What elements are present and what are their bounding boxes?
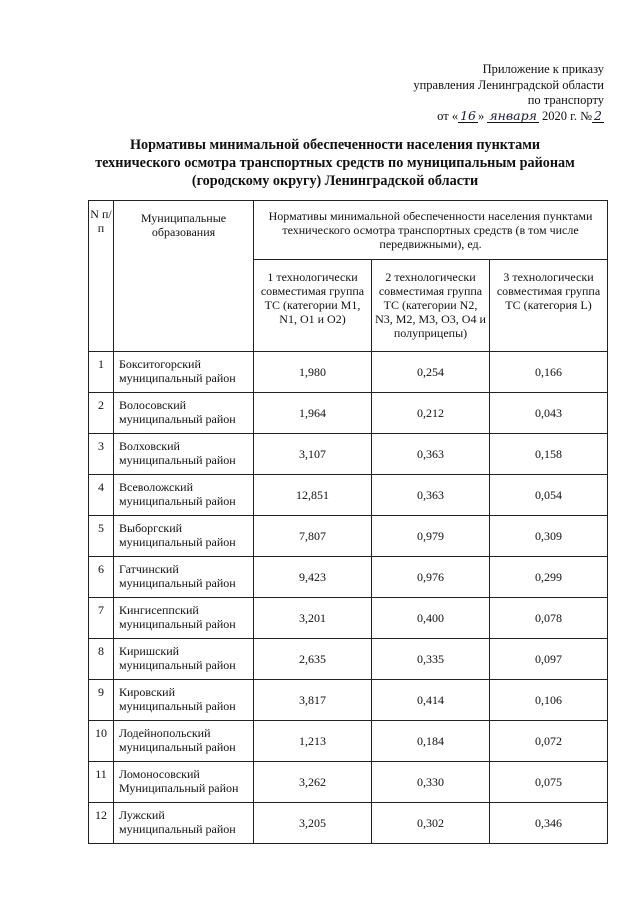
- table-row: [89, 680, 608, 721]
- row-value-group-2: 0,363: [372, 475, 490, 516]
- row-municipality: Кингисеппский муниципальный район: [114, 598, 254, 639]
- row-value-group-2: 0,184: [372, 721, 490, 762]
- header-norms: Нормативы минимальной обеспеченности населения пунктами технического осмотра транспортных средств (в том числе передвижными), ед.: [254, 201, 608, 260]
- row-number: 5: [89, 516, 114, 557]
- row-number: 12: [89, 803, 114, 844]
- row-value-group-2: 0,363: [372, 434, 490, 475]
- table-row: [89, 721, 608, 762]
- row-municipality: Кировский муниципальный район: [114, 680, 254, 721]
- document-title: Нормативы минимальной обеспеченности населения пунктами технического осмотра транспортных средств по муниципальным районам (городскому округу) Ленинградской области: [95, 137, 575, 189]
- header-group-3: 3 технологически совместимая группа ТС (категория L): [490, 260, 608, 352]
- row-value-group-3: 0,299: [490, 557, 608, 598]
- row-municipality: Бокситогорский муниципальный район: [114, 352, 254, 393]
- row-value-group-2: 0,414: [372, 680, 490, 721]
- table-row: [89, 352, 608, 393]
- header-number: N п/п: [89, 201, 114, 352]
- row-municipality: Лодейнопольский муниципальный район: [114, 721, 254, 762]
- row-number: 8: [89, 639, 114, 680]
- row-municipality: Всеволожский муниципальный район: [114, 475, 254, 516]
- row-municipality: Волховский муниципальный район: [114, 434, 254, 475]
- row-value-group-1: 1,980: [254, 352, 372, 393]
- table-row: [89, 434, 608, 475]
- row-value-group-3: 0,075: [490, 762, 608, 803]
- row-number: 1: [89, 352, 114, 393]
- header-group-2: 2 технологически совместимая группа ТС (категории N2, N3, M2, M3, O3, O4 и полуприцепы): [372, 260, 490, 352]
- appendix-line-3: по транспорту: [527, 93, 604, 107]
- row-value-group-3: 0,158: [490, 434, 608, 475]
- table-row: [89, 803, 608, 844]
- row-value-group-3: 0,072: [490, 721, 608, 762]
- row-number: 6: [89, 557, 114, 598]
- table-row: [89, 639, 608, 680]
- row-number: 9: [89, 680, 114, 721]
- table-body: [89, 352, 608, 844]
- row-value-group-3: 0,106: [490, 680, 608, 721]
- row-value-group-3: 0,097: [490, 639, 608, 680]
- row-value-group-2: 0,212: [372, 393, 490, 434]
- table-row: [89, 762, 608, 803]
- row-municipality: Гатчинский муниципальный район: [114, 557, 254, 598]
- date-prefix: от «: [437, 108, 459, 123]
- row-number: 7: [89, 598, 114, 639]
- row-value-group-2: 0,979: [372, 516, 490, 557]
- norms-table: [88, 200, 608, 844]
- row-value-group-3: 0,043: [490, 393, 608, 434]
- date-day: 16: [460, 107, 476, 123]
- row-municipality: Волосовский муниципальный район: [114, 393, 254, 434]
- row-value-group-2: 0,254: [372, 352, 490, 393]
- row-value-group-1: 3,262: [254, 762, 372, 803]
- row-municipality: Лужский муниципальный район: [114, 803, 254, 844]
- row-value-group-1: 1,213: [254, 721, 372, 762]
- row-value-group-1: 12,851: [254, 475, 372, 516]
- order-number: 2: [594, 107, 602, 123]
- row-value-group-3: 0,166: [490, 352, 608, 393]
- row-value-group-1: 3,205: [254, 803, 372, 844]
- number-prefix: №: [580, 108, 593, 123]
- row-value-group-2: 0,330: [372, 762, 490, 803]
- row-number: 4: [89, 475, 114, 516]
- appendix-note: [360, 62, 604, 124]
- row-number: 3: [89, 434, 114, 475]
- table-row: [89, 516, 608, 557]
- row-value-group-1: 2,635: [254, 639, 372, 680]
- appendix-line-1: Приложение к приказу: [482, 62, 604, 76]
- row-number: 2: [89, 393, 114, 434]
- table-row: [89, 475, 608, 516]
- table-row: [89, 598, 608, 639]
- row-value-group-3: 0,346: [490, 803, 608, 844]
- row-value-group-1: 3,817: [254, 680, 372, 721]
- row-value-group-3: 0,309: [490, 516, 608, 557]
- row-municipality: Ломоносовский Муниципальный район: [114, 762, 254, 803]
- row-value-group-1: 1,964: [254, 393, 372, 434]
- row-municipality: Выборгский муниципальный район: [114, 516, 254, 557]
- row-value-group-2: 0,302: [372, 803, 490, 844]
- date-year: 2020 г.: [542, 108, 577, 123]
- header-municipality: Муниципальные образования: [114, 201, 254, 352]
- row-value-group-3: 0,078: [490, 598, 608, 639]
- row-number: 11: [89, 762, 114, 803]
- row-value-group-1: 9,423: [254, 557, 372, 598]
- header-group-1: 1 технологически совместимая группа ТС (категории M1, N1, O1 и O2): [254, 260, 372, 352]
- row-value-group-2: 0,335: [372, 639, 490, 680]
- appendix-line-2: управления Ленинградской области: [413, 77, 604, 92]
- table-row: [89, 557, 608, 598]
- table-row: [89, 393, 608, 434]
- row-value-group-3: 0,054: [490, 475, 608, 516]
- date-month: января: [489, 107, 537, 123]
- row-value-group-2: 0,976: [372, 557, 490, 598]
- date-mid: »: [477, 108, 485, 123]
- row-value-group-1: 3,107: [254, 434, 372, 475]
- row-number: 10: [89, 721, 114, 762]
- appendix-date-line: [360, 109, 604, 125]
- row-value-group-1: 3,201: [254, 598, 372, 639]
- row-municipality: Киришский муниципальный район: [114, 639, 254, 680]
- row-value-group-1: 7,807: [254, 516, 372, 557]
- row-value-group-2: 0,400: [372, 598, 490, 639]
